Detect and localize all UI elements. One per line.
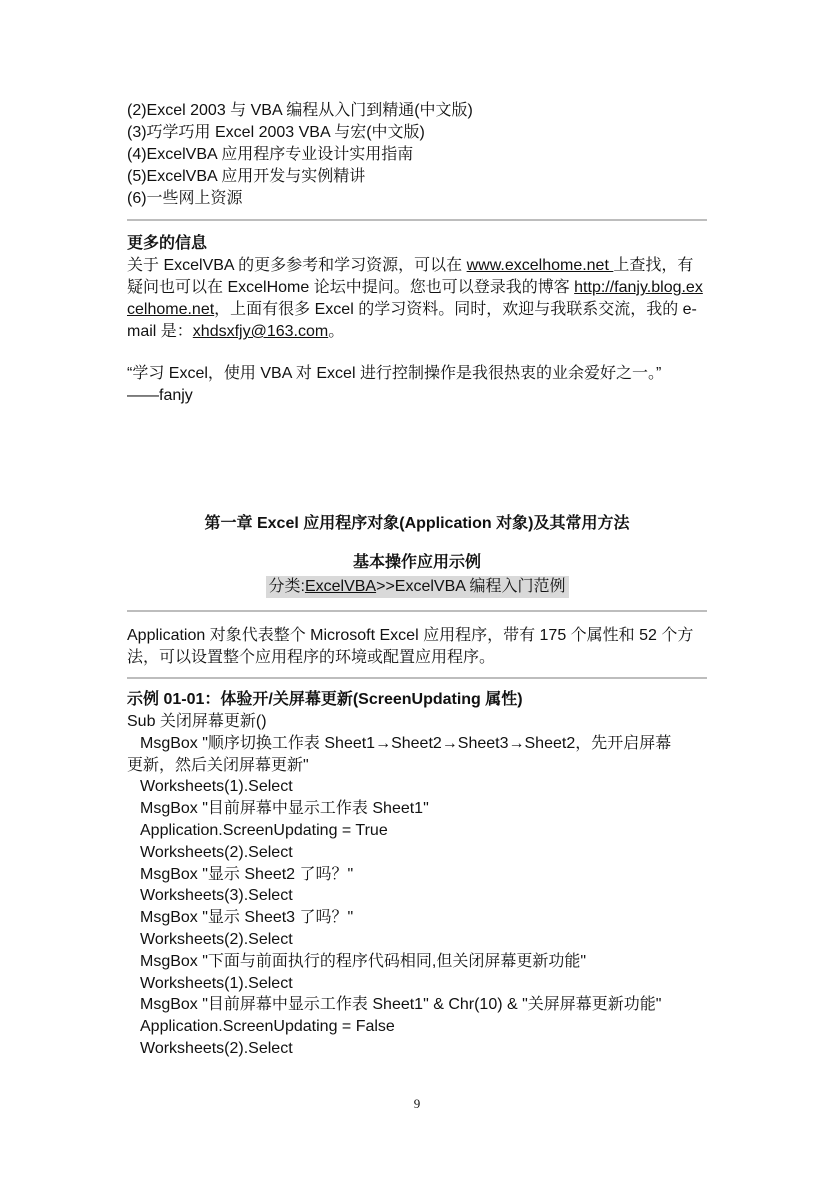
code-line: MsgBox "显示 Sheet2 了吗？" (140, 865, 354, 883)
example-title: 示例 01-01：体验开/关屏幕更新(ScreenUpdating 属性) (127, 691, 523, 708)
code-line: Worksheets(1).Select (140, 778, 293, 796)
page-number: 9 (413, 1096, 421, 1111)
more-info-heading: 更多的信息 (127, 235, 208, 252)
code-line: MsgBox "目前屏幕中显示工作表 Sheet1" (140, 800, 429, 818)
code-line: Worksheets(2).Select (140, 1039, 293, 1057)
text-span: ，上面有很多 Excel 的学习资料。同时，欢迎与我联系交流，我的 e-mail 是： (127, 301, 697, 340)
category-prefix: 分类: (268, 578, 305, 595)
code-line: Worksheets(3).Select (140, 887, 293, 905)
code-line: Application.ScreenUpdating = False (140, 1018, 395, 1036)
text-span: 关于 ExcelVBA 的更多参考和学习资源，可以在 (127, 257, 467, 274)
code-line: MsgBox "顺序切换工作表 Sheet1→Sheet2→Sheet3→Sheet2，先开启屏幕 (140, 734, 672, 752)
code-line: Worksheets(2).Select (140, 843, 293, 861)
list-item: (3)巧学巧用 Excel 2003 VBA 与宏(中文版) (127, 124, 425, 141)
text-span: 。 (328, 323, 345, 340)
document-body (127, 100, 707, 1060)
code-line: MsgBox "显示 Sheet3 了吗？" (140, 909, 354, 927)
code-line: MsgBox "目前屏幕中显示工作表 Sheet1" & Chr(10) & "关屏屏幕更新功能" (140, 996, 662, 1014)
excelhome-link[interactable]: www.excelhome.net (466, 257, 614, 274)
divider (127, 219, 707, 221)
email-link[interactable]: xhdsxfjy@163.com (192, 323, 329, 340)
text-span: 上查找，有疑问也可以在 ExcelHome 论坛中提问。您也可以登录我的博客 (127, 257, 694, 296)
category-link[interactable]: ExcelVBA (304, 578, 377, 595)
category-badge (266, 576, 569, 598)
code-line: 更新，然后关闭屏幕更新" (127, 756, 309, 774)
code-line: Application.ScreenUpdating = True (140, 821, 388, 839)
book-list (127, 100, 707, 210)
divider (127, 610, 707, 612)
chapter-title: 第一章 Excel 应用程序对象(Application 对象)及其常用方法 (204, 515, 630, 532)
divider (127, 677, 707, 679)
code-line: Sub 关闭屏幕更新() (127, 713, 267, 730)
list-item: (2)Excel 2003 与 VBA 编程从入门到精通(中文版) (127, 102, 473, 119)
more-info-paragraph (127, 255, 707, 343)
intro-paragraph: Application 对象代表整个 Microsoft Excel 应用程序，带有 175 个属性和 52 个方法，可以设置整个应用程序的环境或配置应用程序。 (127, 627, 694, 666)
quote-author: ——fanjy (127, 387, 193, 404)
code-line: MsgBox "下面与前面执行的程序代码相同,但关闭屏幕更新功能" (140, 952, 587, 970)
quote-text: “学习 Excel，使用 VBA 对 Excel 进行控制操作是我很热衷的业余爱好之一。” (127, 365, 662, 382)
list-item: (6)一些网上资源 (127, 190, 243, 207)
code-line: Worksheets(2).Select (140, 930, 293, 948)
code-line: Worksheets(1).Select (140, 974, 293, 992)
category-line (127, 576, 707, 598)
list-item: (5)ExcelVBA 应用开发与实例精讲 (127, 168, 366, 185)
chapter-subtitle: 基本操作应用示例 (352, 554, 481, 571)
list-item: (4)ExcelVBA 应用程序专业设计实用指南 (127, 146, 414, 163)
category-rest: >>ExcelVBA 编程入门范例 (376, 578, 566, 595)
code-block (127, 776, 707, 1059)
blog-link[interactable]: http://fanjy.blog.excelhome.net (127, 279, 703, 318)
